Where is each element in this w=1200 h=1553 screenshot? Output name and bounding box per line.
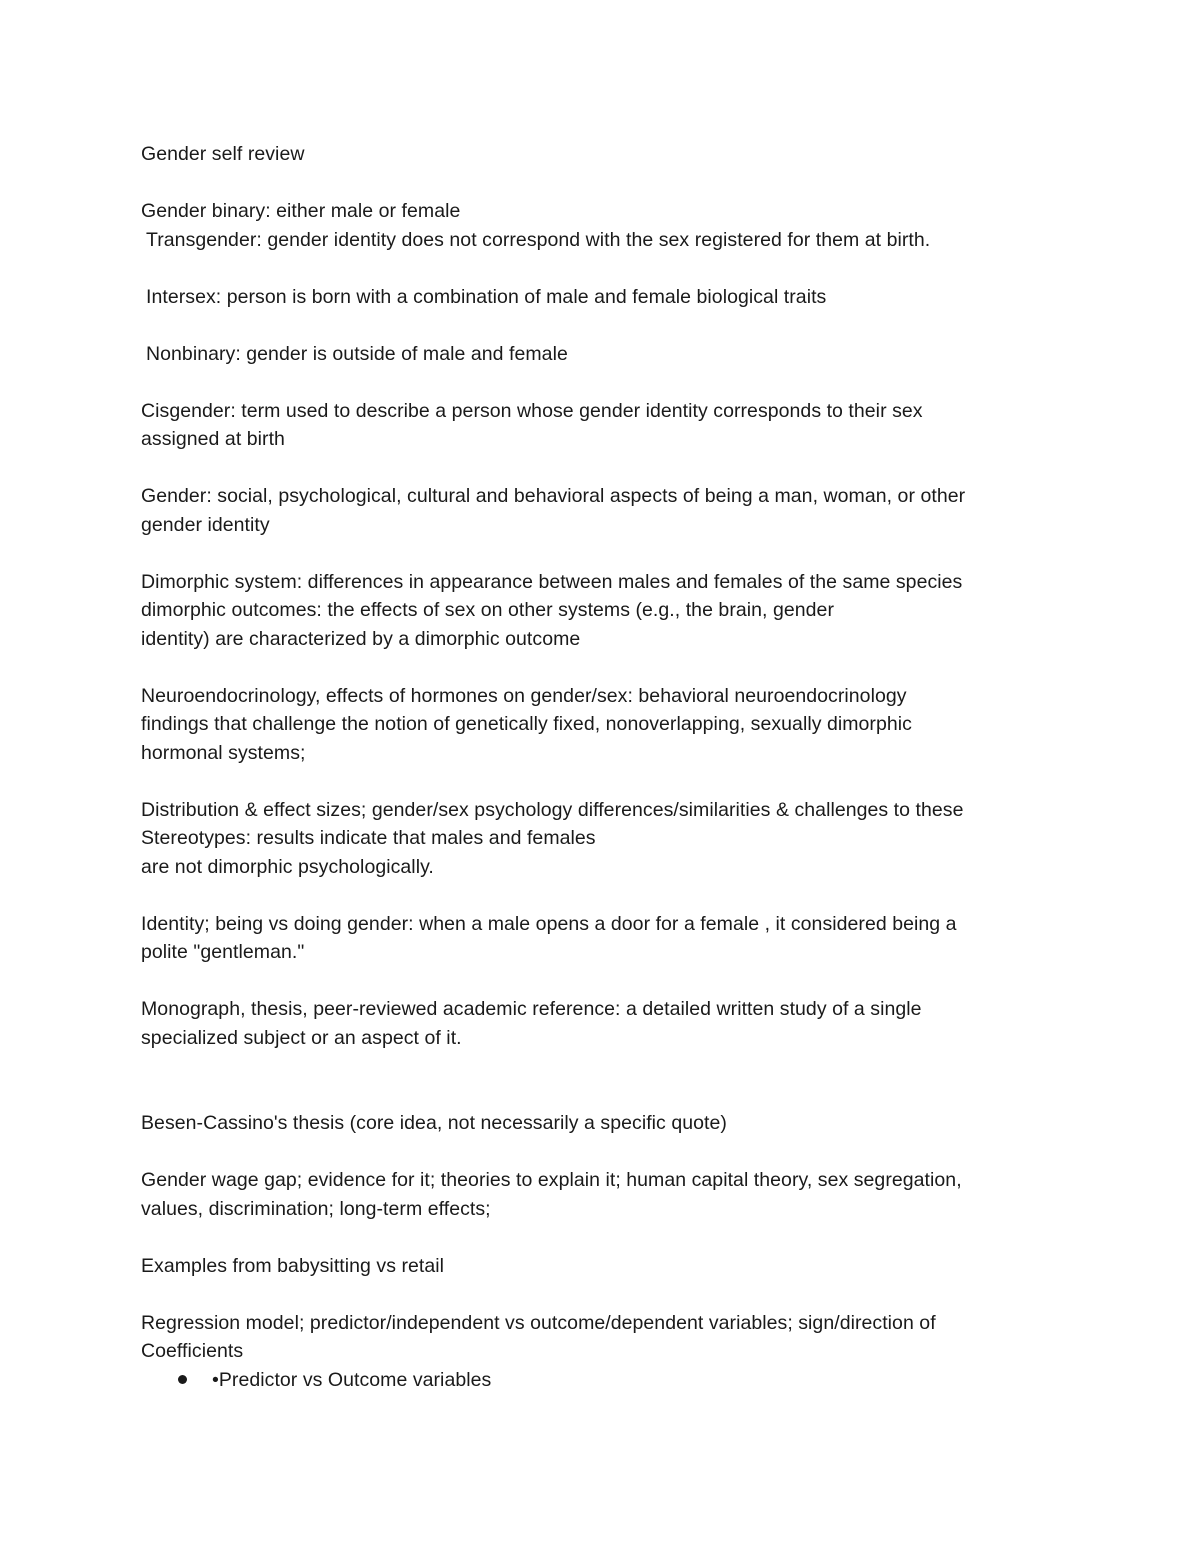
text-line: are not dimorphic psychologically. — [141, 855, 434, 878]
text-line: Coefficients — [141, 1340, 244, 1362]
spacer — [141, 254, 1071, 283]
spacer — [141, 1138, 1071, 1167]
text-line: polite "gentleman." — [141, 941, 305, 963]
text-line: Intersex: person is born with a combination of male and female biological traits — [146, 285, 827, 308]
text-line: Gender: social, psychological, cultural and behavioral aspects of being a man, woman, or other — [141, 485, 966, 507]
document-title: Gender self review — [141, 143, 305, 165]
spacer — [141, 311, 1071, 340]
document-body — [141, 140, 1071, 1394]
text-line: hormonal systems; — [141, 741, 306, 764]
text-line: assigned at birth — [141, 428, 285, 450]
text-line: Stereotypes: results indicate that males and females — [141, 827, 596, 849]
spacer — [141, 1223, 1071, 1252]
spacer — [141, 767, 1071, 796]
text-line: Dimorphic system: differences in appearance between males and females of the same species — [141, 570, 963, 593]
spacer — [141, 368, 1071, 397]
text-line: findings that challenge the notion of genetically fixed, nonoverlapping, sexually dimorphic — [141, 713, 912, 735]
text-line: Transgender: gender identity does not correspond with the sex registered for them at birth. — [146, 228, 931, 251]
spacer — [141, 1081, 1071, 1110]
bullet-list-item — [141, 1366, 1071, 1395]
spacer — [141, 881, 1071, 910]
text-line: Besen-Cassino's thesis (core idea, not necessarily a specific quote) — [141, 1112, 727, 1134]
text-line: dimorphic outcomes: the effects of sex on other systems (e.g., the brain, gender — [141, 599, 834, 621]
spacer — [141, 653, 1071, 682]
text-line: Neuroendocrinology, effects of hormones on gender/sex: behavioral neuroendocrinology — [141, 684, 907, 707]
text-line: Monograph, thesis, peer-reviewed academic reference: a detailed written study of a single — [141, 998, 922, 1020]
spacer — [141, 1280, 1071, 1309]
spacer — [141, 539, 1071, 568]
text-line: Gender binary: either male or female — [141, 200, 461, 222]
text-line: gender identity — [141, 513, 270, 536]
text-line: identity) are characterized by a dimorphic outcome — [141, 627, 581, 650]
text-line: Nonbinary: gender is outside of male and female — [146, 342, 568, 365]
text-line: Regression model; predictor/independent vs outcome/dependent variables; sign/direction of — [141, 1311, 936, 1334]
text-line: values, discrimination; long-term effects; — [141, 1197, 491, 1220]
text-line: Cisgender: term used to describe a person whose gender identity corresponds to their sex — [141, 399, 923, 422]
text-line: Gender wage gap; evidence for it; theories to explain it; human capital theory, sex segregation, — [141, 1169, 962, 1191]
text-line: Distribution & effect sizes; gender/sex psychology differences/similarities & challenges to these — [141, 798, 964, 821]
bullet-text: •Predictor vs Outcome variables — [212, 1368, 492, 1391]
spacer — [141, 169, 1071, 198]
spacer — [141, 967, 1071, 996]
bullet-icon — [178, 1375, 187, 1384]
text-line: Identity; being vs doing gender: when a male opens a door for a female , it considered being a — [141, 912, 957, 935]
spacer — [141, 1052, 1071, 1081]
spacer — [141, 454, 1071, 483]
text-line: Examples from babysitting vs retail — [141, 1254, 445, 1277]
text-line: specialized subject or an aspect of it. — [141, 1026, 462, 1049]
